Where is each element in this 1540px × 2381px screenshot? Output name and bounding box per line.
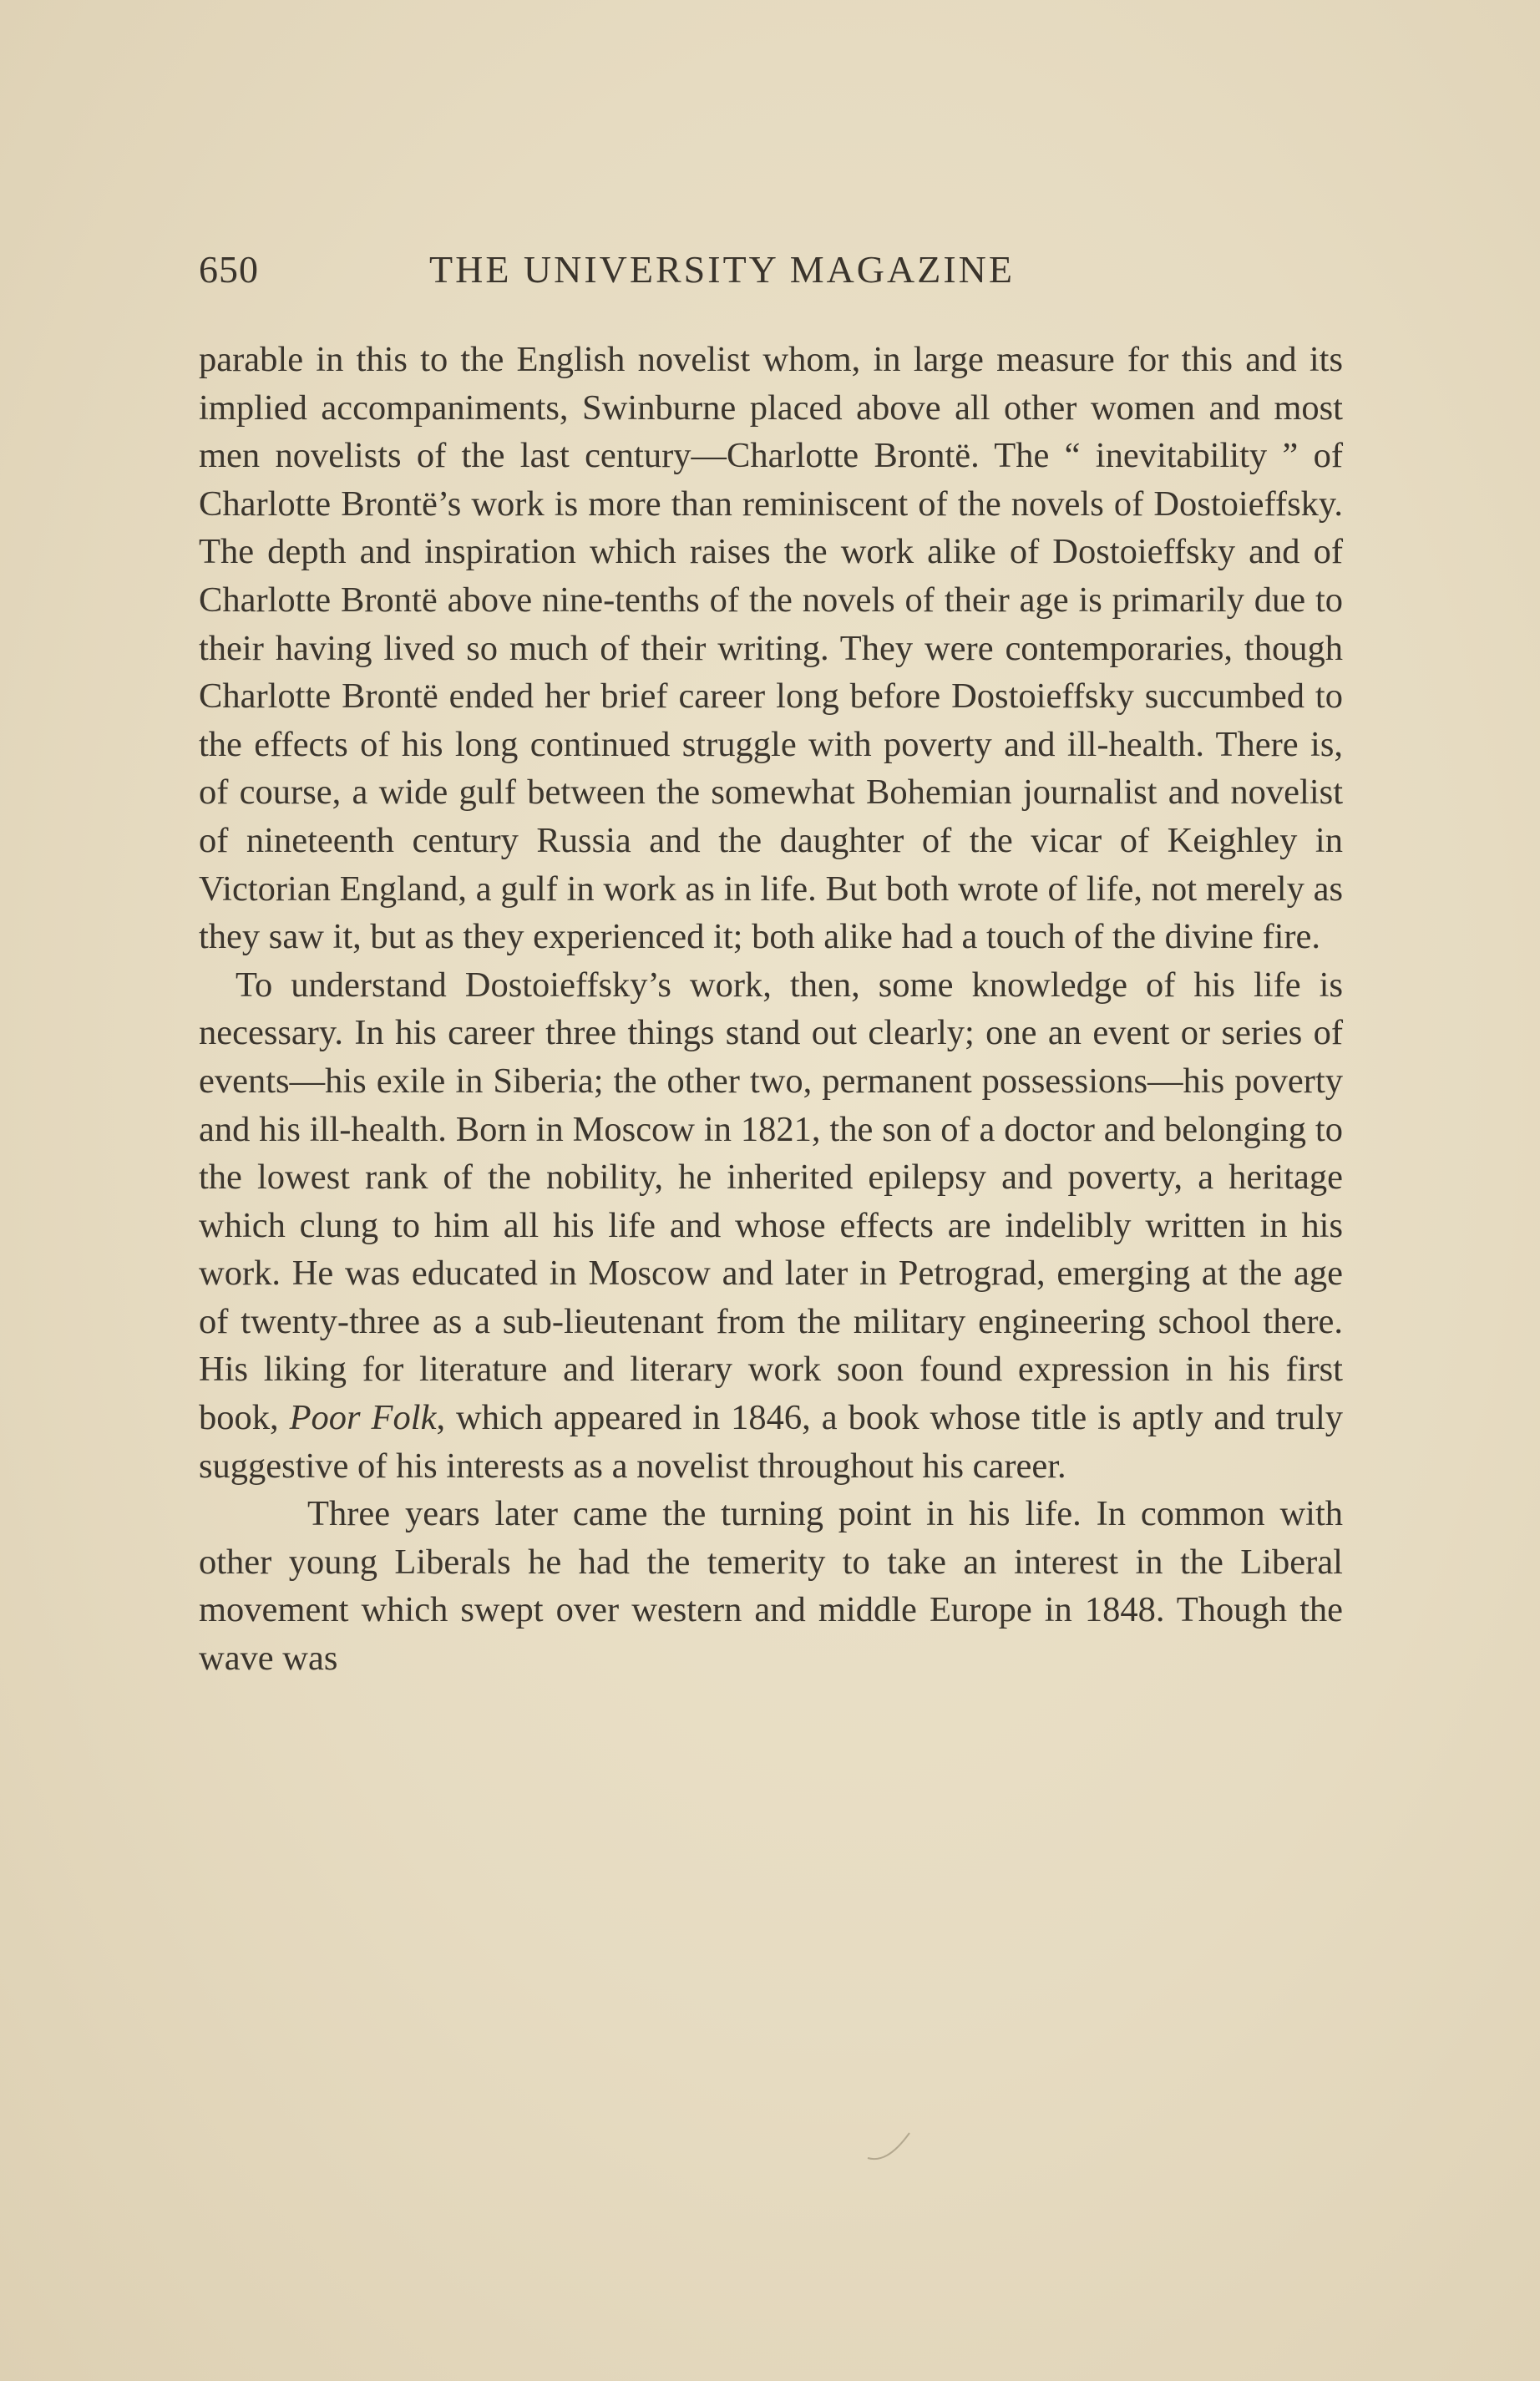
paragraph-1: parable in this to the English novelist whom, in large measure for this and its implied accompaniments, Swinburne placed above all other women and most men novelists of the last century—Charlotte Brontë. The “ inevitability ” of Charlotte Brontë’s work is more than reminiscent of the novels of Dostoieffsky. The depth and inspiration which raises the work alike of Dostoieffsky and of Charlotte Brontë above nine-tenths of the novels of their age is primarily due to their having lived so much of their writing. They were contemporaries, though Charlotte Brontë ended her brief career long before Dostoieffsky succumbed to the effects of his long continued struggle with poverty and ill-health. There is, of course, a wide gulf between the somewhat Bohemian journalist and novelist of nineteenth century Russia and the daughter of the vicar of Keighley in Victorian England, a gulf in work as in life. But both wrote of life, not merely as they saw it, but as they experienced it; both alike had a touch of the divine fire. bbox=[199, 340, 1343, 957]
paragraph-2-text-start: To understand Dostoieffsky’s work, then, some knowledge of his life is necessary. In his career three things stand out clearly; one an event or series of events—his exile in Siberia; the other two, permanent possessions—his poverty and his ill-health. Born in Moscow in 1821, the son of a doctor and belonging to the lowest rank of the nobility, he inherited epilepsy and poverty, a heritage which clung to him all his life and whose effects are indelibly written in his work. He was educated in Moscow and later in Petrograd, emerging at the age of twenty-three as a sub-lieutenant from the military engineering school there. His liking for literature and literary work soon found expression in his first book, bbox=[199, 965, 1343, 1438]
page-header bbox=[199, 247, 1343, 297]
paragraph-2-text-end: , which appeared in 1846, a book whose title is aptly and truly suggestive of his interests as a novelist throughout his career. bbox=[199, 1398, 1343, 1486]
body-text bbox=[199, 336, 1343, 1683]
pencil-mark-icon bbox=[864, 2128, 914, 2165]
running-title: THE UNIVERSITY MAGAZINE bbox=[429, 248, 1015, 291]
page-number: 650 bbox=[199, 248, 259, 291]
book-title-poor-folk: Poor Folk bbox=[289, 1398, 437, 1438]
paragraph-2 bbox=[199, 961, 1343, 1491]
paragraph-3: Three years later came the turning point in his life. In common with other young Liberals he had the temerity to take an interest in the Liberal movement which swept over western and middle Europe in 1848. Though the wave was bbox=[199, 1494, 1343, 1679]
